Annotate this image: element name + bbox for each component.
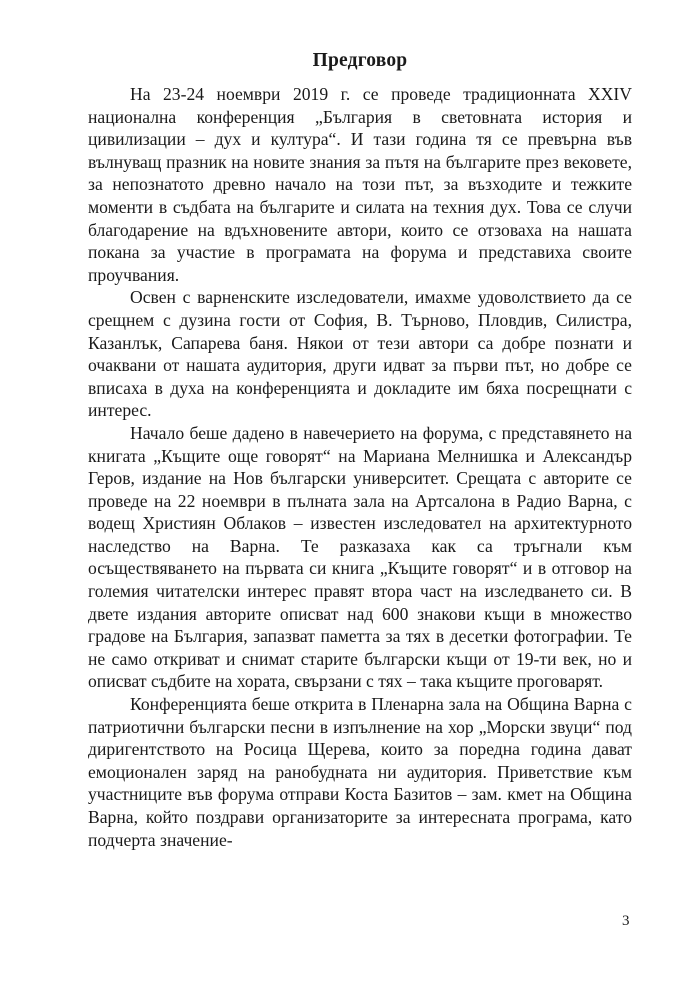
document-page bbox=[88, 48, 632, 851]
paragraph-opening: Конференцията беше открита в Пленарна зала на Община Варна с патриотични български песни в изпълнение на хор „Морски звуци“ под диригентството на Росица Щерева, които за поредна година дават емоционален заряд на ранобудната ни аудитория. Приветствие към участниците във форума отправи Коста Базитов – зам. кмет на Община Варна, който поздрави организаторите за интересната програма, като подчерта значение- bbox=[88, 694, 632, 850]
paragraph-guests: Освен с варненските изследователи, имахме удоволствието да се срещнем с дузина гости от София, В. Търново, Пловдив, Силистра, Казанлък, Сапарева баня. Някои от тези автори са добре познати и очаквани от нашата аудитория, други идват за първи път, но добре се вписаха в духа на конференцията и докладите им бяха посрещнати с интерес. bbox=[88, 287, 632, 421]
page-title: Предговор bbox=[312, 50, 408, 71]
paragraph-book-presentation: Начало беше дадено в навечерието на форума, с представянето на книгата „Къщите още говорят“ на Мариана Мелнишка и Александър Геров, издание на Нов български университет. Срещата с авторите се проведе на 22 ноември в пълната зала на Артсалона в Радио Варна, с водещ Християн Облаков – известен изследовател на архитектурното наследство на Варна. Те разказаха как са тръгнали към осъществяването на първата си книга „Къщите говорят“ и в отговор на големия читателски интерес правят втора част на изследването си. В двете издания авторите описват над 600 знакови къщи в множество градове на България, запазват паметта за тях в десетки фотографии. Те не само откриват и снимат старите български къщи от 19-ти век, но и описват съдбите на хората, свързани с тях – така къщите проговарят. bbox=[88, 422, 632, 692]
page-number: 3 bbox=[622, 913, 630, 929]
paragraph-intro: На 23-24 ноември 2019 г. се проведе традиционната XXIV национална конференция „България в световната история и цивилизации – дух и култура“. И тази година тя се превърна във вълнуващ празник на новите знания за пътя на българите през вековете, за непознатото древно начало на този път, за възходите и тежките моменти в съдбата на българите и силата на техния дух. Това се случи благодарение на вдъхновените автори, които се отзоваха на нашата покана за участие в програмата на форума и представиха своите проучвания. bbox=[88, 84, 632, 285]
